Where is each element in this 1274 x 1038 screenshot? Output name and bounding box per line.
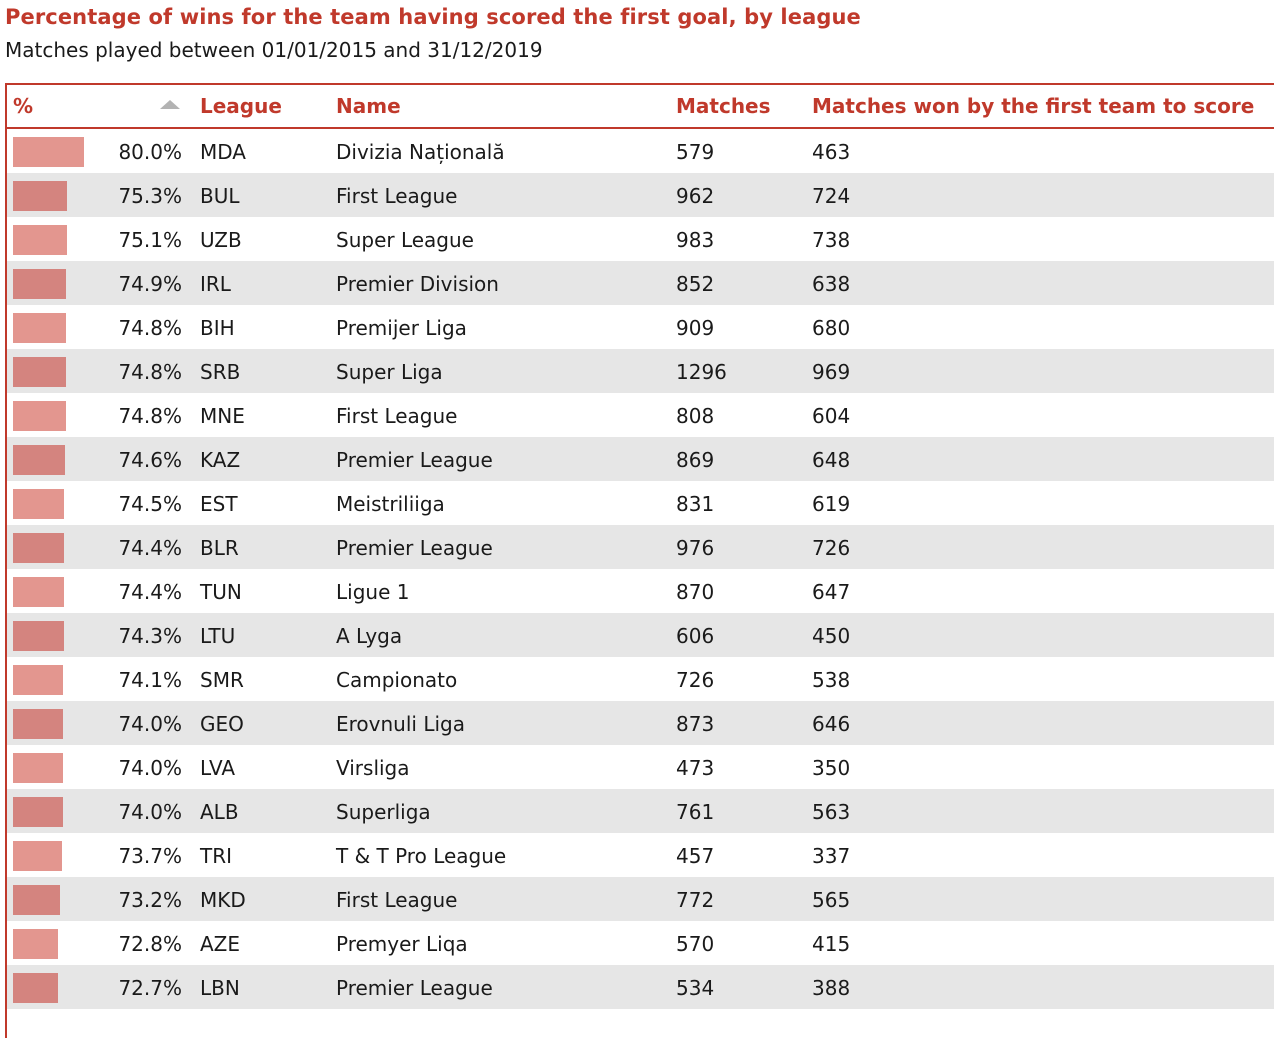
pct-bar — [13, 665, 63, 695]
matches-won-cell: 619 — [812, 492, 851, 516]
league-name-cell: First League — [336, 888, 458, 912]
matches-won-cell: 538 — [812, 668, 851, 692]
pct-bar — [13, 973, 58, 1003]
pct-cell: 74.8% — [118, 316, 182, 340]
league-code-cell: MNE — [200, 404, 245, 428]
table-row — [7, 569, 1274, 613]
league-code-cell: MDA — [200, 140, 246, 164]
pct-cell: 74.0% — [118, 800, 182, 824]
table-row — [7, 217, 1274, 261]
column-header-pct[interactable]: % — [13, 94, 34, 118]
matches-won-cell: 724 — [812, 184, 851, 208]
league-name-cell: Campionato — [336, 668, 458, 692]
league-code-cell: TUN — [200, 580, 242, 604]
matches-won-cell: 415 — [812, 932, 851, 956]
league-code-cell: SMR — [200, 668, 244, 692]
pct-cell: 75.3% — [118, 184, 182, 208]
league-name-cell: Premyer Liqa — [336, 932, 468, 956]
pct-cell: 72.7% — [118, 976, 182, 1000]
matches-cell: 870 — [676, 580, 715, 604]
matches-cell: 579 — [676, 140, 715, 164]
column-header-matches[interactable]: Matches — [676, 94, 771, 118]
league-name-cell: Premier League — [336, 448, 493, 472]
league-name-cell: Divizia Națională — [336, 140, 505, 164]
matches-won-cell: 647 — [812, 580, 851, 604]
table-row — [7, 349, 1274, 393]
pct-bar — [13, 885, 60, 915]
matches-cell: 726 — [676, 668, 715, 692]
matches-cell: 962 — [676, 184, 715, 208]
matches-cell: 869 — [676, 448, 715, 472]
pct-bar — [13, 269, 66, 299]
pct-bar — [13, 797, 63, 827]
matches-cell: 534 — [676, 976, 715, 1000]
sort-ascending-icon[interactable] — [160, 100, 180, 109]
league-name-cell: First League — [336, 184, 458, 208]
pct-cell: 74.0% — [118, 756, 182, 780]
column-header-league[interactable]: League — [200, 94, 282, 118]
table-row — [7, 877, 1274, 921]
league-code-cell: SRB — [200, 360, 241, 384]
league-name-cell: Premier League — [336, 976, 493, 1000]
pct-cell: 74.9% — [118, 272, 182, 296]
table-row — [7, 393, 1274, 437]
matches-cell: 909 — [676, 316, 715, 340]
matches-cell: 983 — [676, 228, 715, 252]
matches-won-cell: 726 — [812, 536, 851, 560]
matches-won-cell: 450 — [812, 624, 851, 648]
matches-cell: 606 — [676, 624, 715, 648]
pct-bar — [13, 841, 62, 871]
matches-won-cell: 388 — [812, 976, 851, 1000]
league-name-cell: Premier League — [336, 536, 493, 560]
matches-cell: 1296 — [676, 360, 727, 384]
matches-cell: 808 — [676, 404, 715, 428]
pct-bar — [13, 313, 66, 343]
pct-cell: 74.4% — [118, 580, 182, 604]
matches-cell: 761 — [676, 800, 715, 824]
pct-bar — [13, 577, 64, 607]
table-row — [7, 789, 1274, 833]
matches-cell: 473 — [676, 756, 715, 780]
pct-cell: 73.7% — [118, 844, 182, 868]
league-name-cell: Super League — [336, 228, 474, 252]
pct-cell: 74.8% — [118, 360, 182, 384]
league-code-cell: BLR — [200, 536, 239, 560]
matches-won-cell: 463 — [812, 140, 851, 164]
league-code-cell: ALB — [200, 800, 239, 824]
pct-bar — [13, 401, 66, 431]
pct-cell: 75.1% — [118, 228, 182, 252]
matches-cell: 852 — [676, 272, 715, 296]
matches-cell: 976 — [676, 536, 715, 560]
table-row — [7, 261, 1274, 305]
league-name-cell: A Lyga — [336, 624, 403, 648]
matches-won-cell: 638 — [812, 272, 851, 296]
league-name-cell: Premier Division — [336, 272, 499, 296]
table-row — [7, 921, 1274, 965]
pct-cell: 74.6% — [118, 448, 182, 472]
league-table — [5, 83, 1274, 1038]
table-row — [7, 833, 1274, 877]
matches-won-cell: 604 — [812, 404, 851, 428]
pct-cell: 80.0% — [118, 140, 182, 164]
league-name-cell: Premijer Liga — [336, 316, 467, 340]
league-name-cell: Superliga — [336, 800, 431, 824]
pct-cell: 74.5% — [118, 492, 182, 516]
pct-bar — [13, 709, 63, 739]
pct-cell: 73.2% — [118, 888, 182, 912]
league-name-cell: Ligue 1 — [336, 580, 410, 604]
matches-cell: 570 — [676, 932, 715, 956]
league-code-cell: IRL — [200, 272, 231, 296]
league-name-cell: First League — [336, 404, 458, 428]
table-row — [7, 745, 1274, 789]
matches-won-cell: 646 — [812, 712, 851, 736]
table-row — [7, 525, 1274, 569]
league-code-cell: EST — [200, 492, 238, 516]
league-code-cell: LVA — [200, 756, 236, 780]
pct-bar — [13, 181, 67, 211]
league-code-cell: BIH — [200, 316, 235, 340]
column-header-name[interactable]: Name — [336, 94, 401, 118]
league-name-cell: Erovnuli Liga — [336, 712, 465, 736]
league-code-cell: UZB — [200, 228, 242, 252]
pct-bar — [13, 533, 64, 563]
table-row — [7, 965, 1274, 1009]
matches-won-cell: 648 — [812, 448, 851, 472]
table-row — [7, 701, 1274, 745]
matches-won-cell: 680 — [812, 316, 851, 340]
league-name-cell: Virsliga — [336, 756, 410, 780]
pct-bar — [13, 137, 84, 167]
matches-won-cell: 337 — [812, 844, 851, 868]
matches-won-cell: 563 — [812, 800, 851, 824]
page-subtitle: Matches played between 01/01/2015 and 31/12/2019 — [5, 38, 543, 62]
pct-bar — [13, 445, 65, 475]
table-row — [7, 613, 1274, 657]
matches-cell: 831 — [676, 492, 715, 516]
league-name-cell: T & T Pro League — [336, 844, 507, 868]
league-code-cell: MKD — [200, 888, 246, 912]
table-header — [7, 85, 1274, 129]
league-code-cell: LBN — [200, 976, 240, 1000]
page-title: Percentage of wins for the team having scored the first goal, by league — [5, 5, 861, 29]
matches-won-cell: 969 — [812, 360, 851, 384]
table-row — [7, 481, 1274, 525]
matches-cell: 873 — [676, 712, 715, 736]
league-code-cell: TRI — [200, 844, 233, 868]
pct-cell: 74.0% — [118, 712, 182, 736]
matches-won-cell: 565 — [812, 888, 851, 912]
pct-bar — [13, 357, 66, 387]
matches-cell: 772 — [676, 888, 715, 912]
pct-bar — [13, 621, 64, 651]
league-code-cell: BUL — [200, 184, 240, 208]
table-row — [7, 173, 1274, 217]
pct-bar — [13, 489, 64, 519]
league-code-cell: LTU — [200, 624, 236, 648]
pct-bar — [13, 753, 63, 783]
column-header-won[interactable]: Matches won by the first team to score — [812, 94, 1255, 118]
table-body — [7, 129, 1274, 1009]
pct-cell: 74.8% — [118, 404, 182, 428]
table-row — [7, 129, 1274, 173]
league-name-cell: Super Liga — [336, 360, 443, 384]
pct-cell: 74.1% — [118, 668, 182, 692]
matches-cell: 457 — [676, 844, 715, 868]
matches-won-cell: 738 — [812, 228, 851, 252]
matches-won-cell: 350 — [812, 756, 851, 780]
league-code-cell: GEO — [200, 712, 244, 736]
league-code-cell: KAZ — [200, 448, 241, 472]
pct-cell: 74.4% — [118, 536, 182, 560]
table-row — [7, 305, 1274, 349]
table-row — [7, 437, 1274, 481]
league-name-cell: Meistriliiga — [336, 492, 445, 516]
pct-cell: 74.3% — [118, 624, 182, 648]
table-row — [7, 657, 1274, 701]
pct-bar — [13, 929, 58, 959]
pct-cell: 72.8% — [118, 932, 182, 956]
pct-bar — [13, 225, 67, 255]
league-code-cell: AZE — [200, 932, 241, 956]
